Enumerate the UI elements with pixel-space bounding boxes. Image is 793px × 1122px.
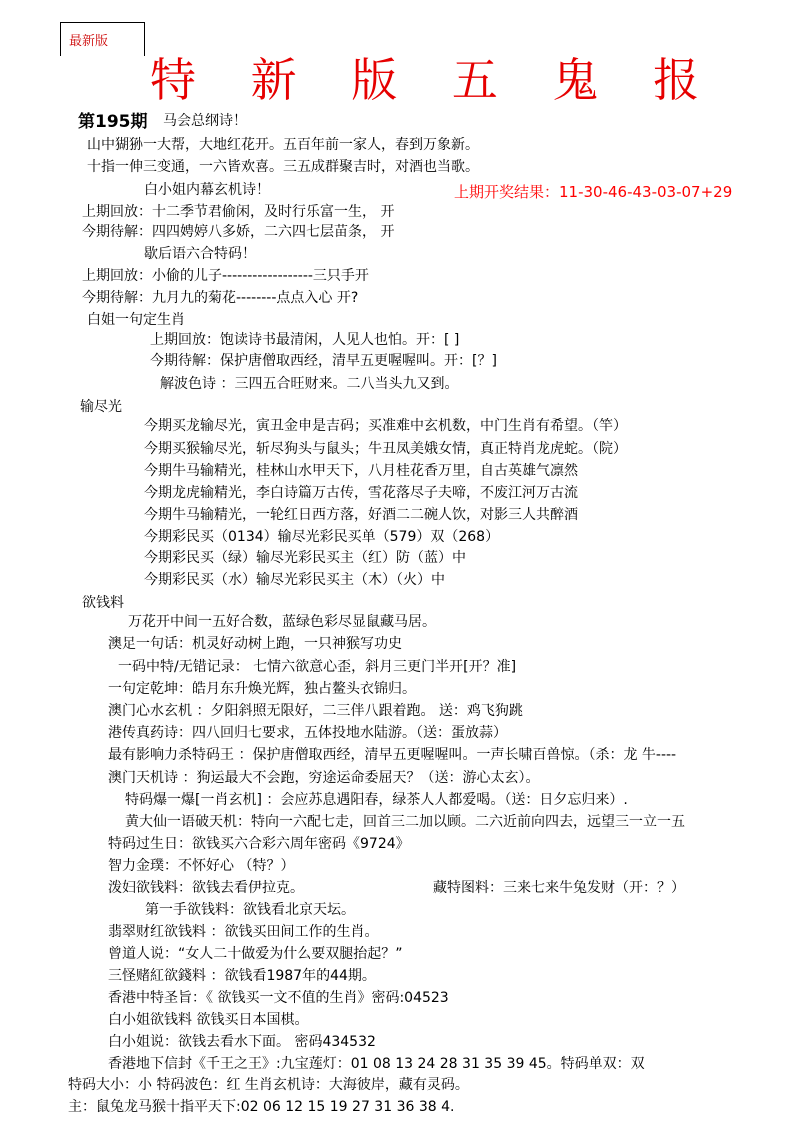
page-title: 特 新 版 五 鬼 报 bbox=[150, 53, 720, 107]
text-line: 今期买龙输尽光，寅丑金申是吉码；买准难中玄机数，中门生肖有希望。（竿） bbox=[144, 418, 627, 434]
edition-badge-label: 最新版 bbox=[69, 34, 109, 49]
last-draw-result: 上期开奖结果：11-30-46-43-03-07+29 bbox=[454, 183, 733, 201]
text-line: 特码过生日：欲钱买六合彩六周年密码《9724》 bbox=[108, 836, 410, 852]
text-line: 今期龙虎输精光，李白诗篇万古传，雪花落尽子夫啼，不废江河万古流 bbox=[144, 485, 578, 501]
text-line: 输尽光 bbox=[80, 399, 122, 415]
text-line: 香港地下信封《千王之王》:九宝莲灯：01 08 13 24 28 31 35 39 45。特码单双：双 bbox=[108, 1056, 645, 1072]
text-line: 澳门心水玄机 ：夕阳斜照无限好，二三伴八跟着跑。 送：鸡飞狗跳 bbox=[108, 703, 523, 719]
text-line: 白姐一句定生肖 bbox=[87, 312, 185, 328]
text-line: 今期彩民买（0134）输尽光彩民买单（579）双（268） bbox=[144, 529, 500, 545]
text-line: 特码大小：小 特码波色：红 生肖玄机诗：大海彼岸，藏有灵码。 bbox=[68, 1077, 469, 1093]
text-line: 今期买猴输尽光，斩尽狗头与鼠头；牛丑凤美娥女情，真正特肖龙虎蛇。（院） bbox=[144, 441, 627, 457]
text-line: 特码爆一爆[一肖玄机] ：会应苏息遇阳春，绿茶人人都爱喝。（送：日夕忘归来）. bbox=[125, 792, 628, 808]
text-line: 澳门天机诗 ：狗运最大不会跑，穷途运命委屈天？（送：游心太玄）。 bbox=[108, 770, 540, 786]
text-line: 第一手欲钱料：欲钱看北京天坛。 bbox=[145, 902, 355, 918]
text-line: 马会总纲诗！ bbox=[163, 113, 247, 129]
text-line: 万花开中间一五好合数，蓝绿色彩尽显鼠藏马居。 bbox=[128, 614, 436, 630]
text-line: 白小姐说：欲钱去看水下面。 密码434532 bbox=[108, 1034, 376, 1050]
text-line: 今期彩民买（水）输尽光彩民买主（木）（火）中 bbox=[144, 572, 445, 588]
edition-badge bbox=[60, 22, 145, 56]
text-line: 翡翠财红欲钱料 ：欲钱买田间工作的生肖。 bbox=[108, 924, 379, 940]
text-line: 澳足一句话：机灵好动树上跑，一只神猴写功史 bbox=[108, 636, 402, 652]
text-line: 山中猢狲一大帮，大地红花开。五百年前一家人，春到万象新。 bbox=[87, 137, 479, 153]
text-line: 香港中特圣旨：《 欲钱买一文不值的生肖》密码:04523 bbox=[108, 990, 449, 1006]
text-line: 解波色诗 ：三四五合旺财来。二八当头九又到。 bbox=[160, 376, 459, 392]
text-line: 一句定乾坤：皓月东升焕光辉，独占鳌头衣锦归。 bbox=[108, 681, 416, 697]
text-line: 上期回放：小偷的儿子------------------三只手开 bbox=[82, 268, 369, 284]
text-line: 三怪赌紅欲錢料 ：欲钱看1987年的44期。 bbox=[108, 968, 376, 984]
text-line: 今期待解：四四娉婷八多娇，二六四七层苗条， 开 bbox=[82, 224, 395, 240]
text-line: 今期牛马输精光，一轮红日西方落，好酒二二碗人饮，对影三人共醉酒 bbox=[144, 507, 578, 523]
text-line: 泼妇欲钱料：欲钱去看伊拉克。 bbox=[108, 880, 304, 896]
text-line: 港传真药诗：四八回归七要求，五体投地水陆游。（送：蛋放蒜） bbox=[108, 725, 507, 741]
text-line: 藏特图料：三来七来牛兔发财（开：？） bbox=[433, 880, 685, 896]
text-line: 今期牛马输精光，桂林山水甲天下，八月桂花香万里，自古英雄气凛然 bbox=[144, 463, 578, 479]
text-line: 今期彩民买（绿）输尽光彩民买主（红）防（蓝）中 bbox=[144, 550, 466, 566]
text-line: 今期待解：九月九的菊花--------点点入心 开? bbox=[82, 290, 359, 306]
text-line: 今期待解：保护唐僧取西经，清早五更喔喔叫。开：[？] bbox=[150, 353, 497, 369]
text-line: 一码中特/无错记录： 七情六欲意心歪，斜月三更门半开[开？准] bbox=[118, 659, 517, 675]
text-line: 主：鼠兔龙马猴十指平天下:02 06 12 15 19 27 31 36 38 4. bbox=[68, 1099, 455, 1115]
text-line: 白小姐内幕玄机诗！ bbox=[144, 182, 270, 198]
text-line: 欲钱料 bbox=[82, 595, 124, 611]
text-line: 黄大仙一语破天机：特向一六配七走，回首三二加以顾。二六近前向四去，远望三一立一五 bbox=[125, 814, 685, 830]
text-line: 白小姐欲钱料 欲钱买日本国棋。 bbox=[108, 1012, 309, 1028]
text-line: 十指一伸三变通，一六皆欢喜。三五成群聚吉时，对酒也当歌。 bbox=[87, 159, 479, 175]
text-line: 歇后语六合特码！ bbox=[144, 246, 256, 262]
text-line: 曾道人说：“女人二十做爱为什么要双腿抬起？” bbox=[108, 946, 403, 962]
issue-number: 第195期 bbox=[78, 112, 148, 132]
text-line: 最有影响力杀特码王 ：保护唐僧取西经，清早五更喔喔叫。一声长啸百兽惊。（杀：龙 牛---- bbox=[108, 747, 677, 763]
text-line: 上期回放：饱读诗书最清闲，人见人也怕。开：[ ] bbox=[150, 332, 460, 348]
text-line: 智力金璞：不怀好心 （特？） bbox=[108, 858, 295, 874]
text-line: 上期回放：十二季节君偷闲，及时行乐富一生， 开 bbox=[82, 204, 395, 220]
